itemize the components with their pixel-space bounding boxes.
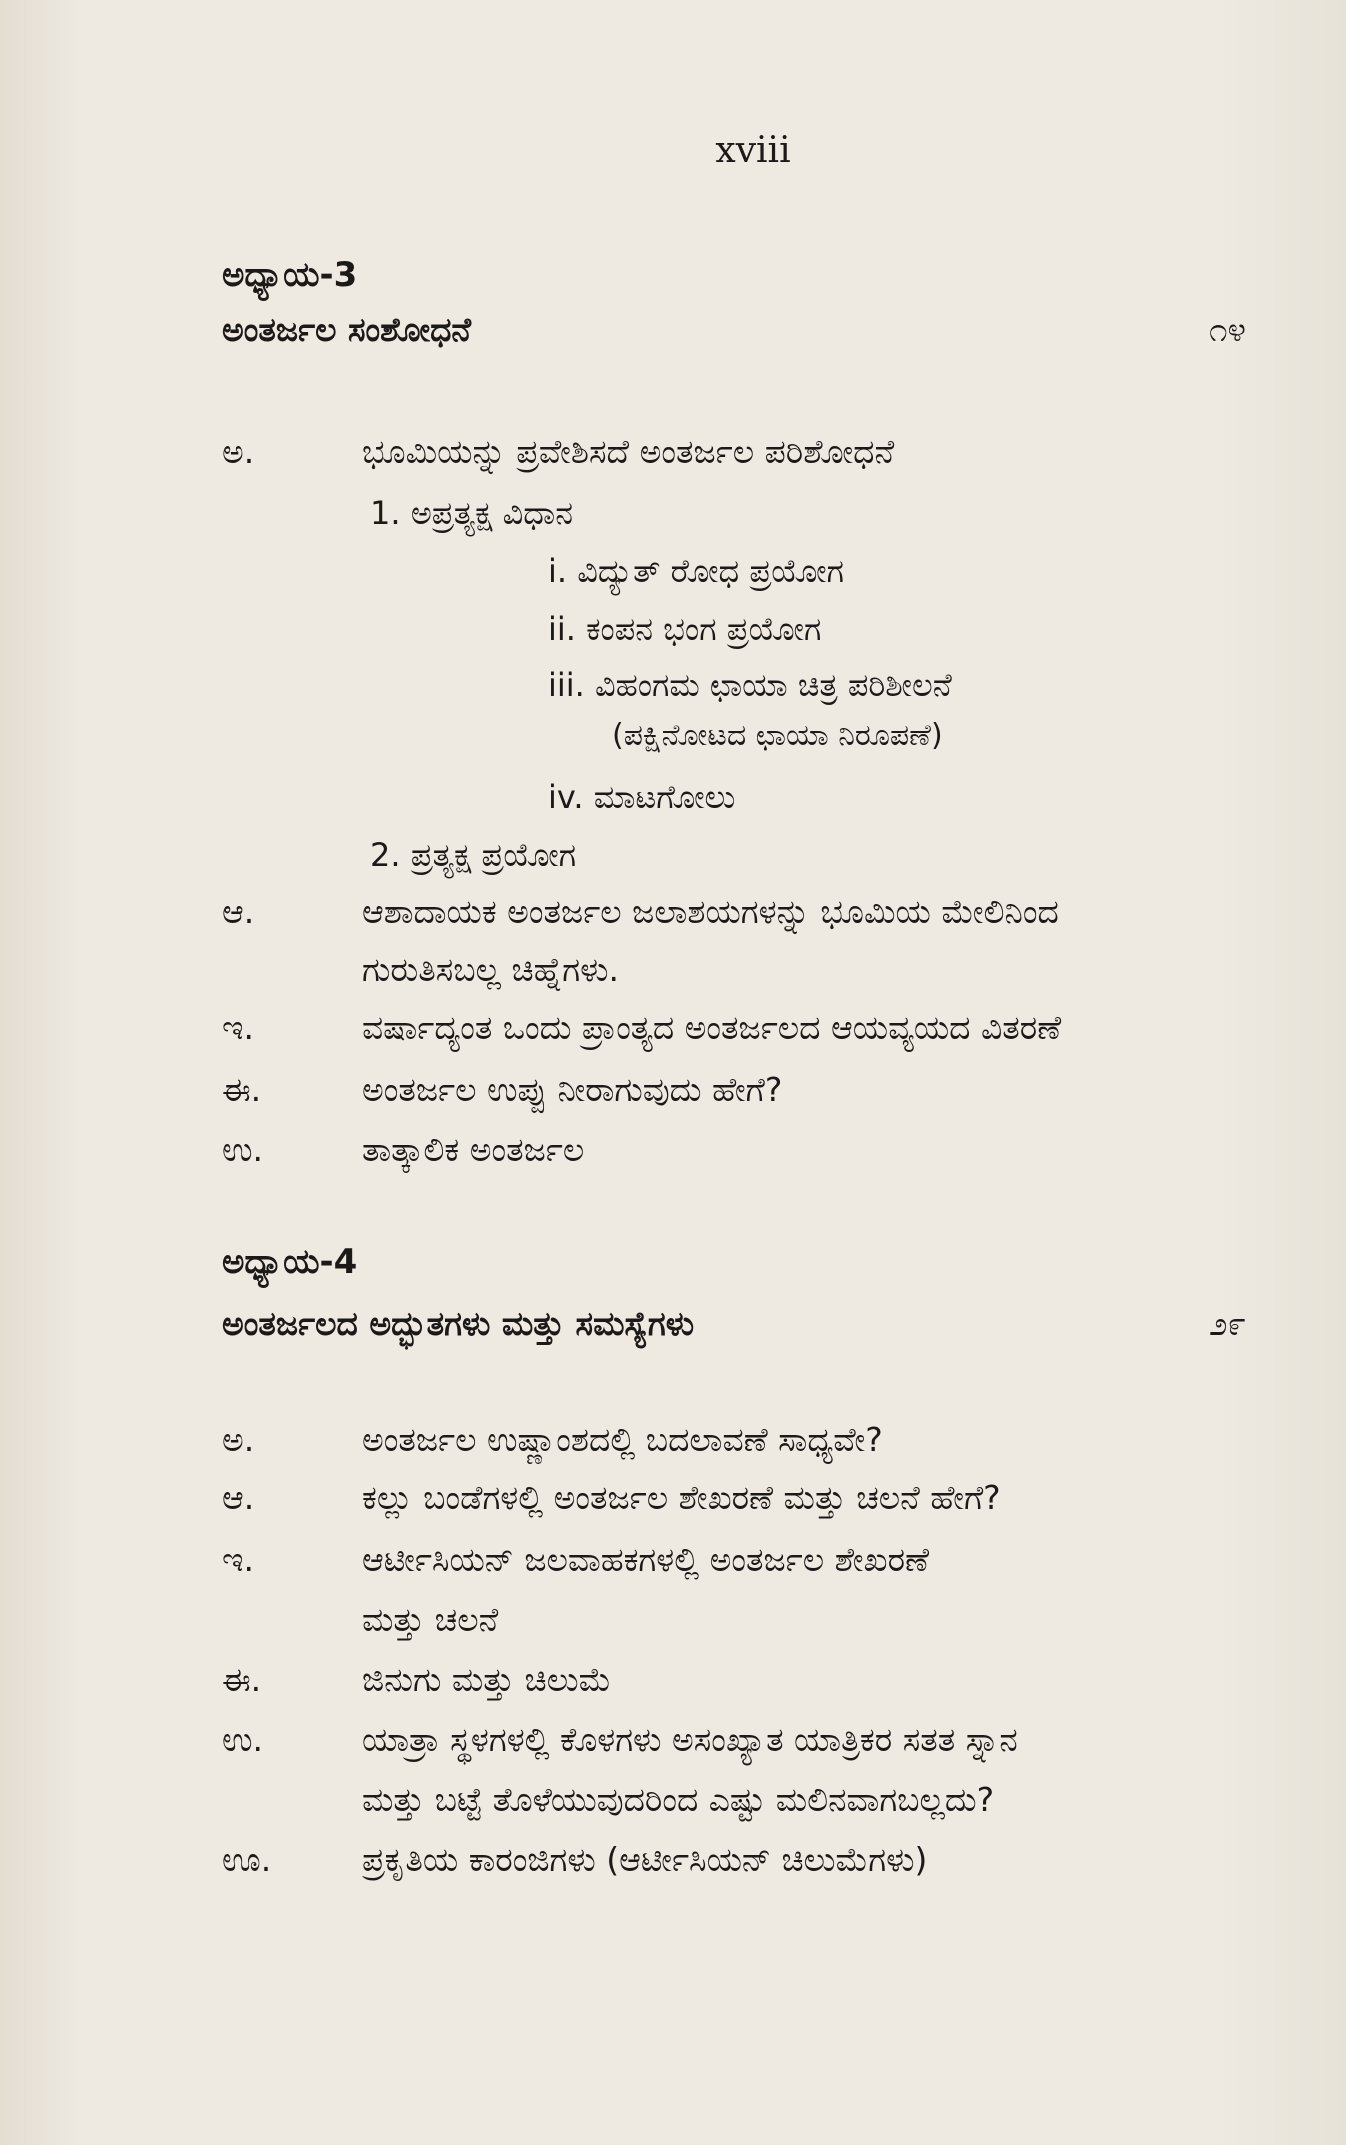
- sub-item: iv. ಮಾಟಗೋಲು: [548, 778, 736, 816]
- sub-item-note: (ಪಕ್ಷಿನೋಟದ ಛಾಯಾ ನಿರೂಪಣೆ): [612, 718, 943, 753]
- section-text: ಅಂತರ್ಜಲ ಉಷ್ಣಾಂಶದಲ್ಲಿ ಬದಲಾವಣೆ ಸಾಧ್ಯವೇ?: [362, 1420, 883, 1459]
- chapter-3-title: ಅಂತರ್ಜಲ ಸಂಶೋಧನೆ: [222, 310, 472, 349]
- chapter-4-label: ಅಧ್ಯಾಯ-4: [222, 1242, 358, 1282]
- section-text: ಗುರುತಿಸಬಲ್ಲ ಚಿಹ್ನೆಗಳು.: [362, 950, 620, 989]
- section-marker: ಊ.: [222, 1840, 272, 1879]
- section-marker: ಉ.: [222, 1130, 264, 1169]
- section-text: ಪ್ರಕೃತಿಯ ಕಾರಂಜಿಗಳು (ಆರ್ಟೀಸಿಯನ್ ಚಿಲುಮೆಗಳು): [362, 1840, 928, 1879]
- section-text: ಅಂತರ್ಜಲ ಉಪ್ಪು ನೀರಾಗುವುದು ಹೇಗೆ?: [362, 1070, 783, 1109]
- section-text: ಮತ್ತು ಚಲನೆ: [362, 1600, 499, 1639]
- section-marker: ಆ.: [222, 892, 255, 931]
- section-text: ಆರ್ಟೀಸಿಯನ್ ಜಲವಾಹಕಗಳಲ್ಲಿ ಅಂತರ್ಜಲ ಶೇಖರಣೆ: [362, 1540, 930, 1579]
- page-number: xviii: [715, 130, 791, 171]
- section-marker: ಆ.: [222, 1478, 255, 1517]
- section-marker: ಈ.: [222, 1660, 262, 1699]
- section-marker: ಈ.: [222, 1070, 262, 1109]
- sub-item: iii. ವಿಹಂಗಮ ಛಾಯಾ ಚಿತ್ರ ಪರಿಶೀಲನೆ: [548, 666, 952, 704]
- section-text: ತಾತ್ಕಾಲಿಕ ಅಂತರ್ಜಲ: [362, 1130, 585, 1169]
- section-marker: ಇ.: [222, 1540, 254, 1579]
- section-text: ಮತ್ತು ಬಟ್ಟೆ ತೊಳೆಯುವುದರಿಂದ ಎಷ್ಟು ಮಲಿನವಾಗಬಲ್ಲದು?: [362, 1780, 995, 1819]
- chapter-3-page: ೧೪: [1209, 310, 1246, 349]
- section-text: ಭೂಮಿಯನ್ನು ಪ್ರವೇಶಿಸದೆ ಅಂತರ್ಜಲ ಪರಿಶೋಧನೆ: [362, 432, 895, 471]
- section-text: ಆಶಾದಾಯಕ ಅಂತರ್ಜಲ ಜಲಾಶಯಗಳನ್ನು ಭೂಮಿಯ ಮೇಲಿನಿಂದ: [362, 892, 1059, 931]
- section-marker: ಅ.: [222, 432, 255, 471]
- section-text: ವರ್ಷಾದ್ಯಂತ ಒಂದು ಪ್ರಾಂತ್ಯದ ಅಂತರ್ಜಲದ ಆಯವ್ಯಯದ ವಿತರಣೆ: [362, 1008, 1062, 1047]
- subsection-label: 2. ಪ್ರತ್ಯಕ್ಷ ಪ್ರಯೋಗ: [370, 836, 577, 874]
- section-marker: ಇ.: [222, 1008, 254, 1047]
- section-text: ಯಾತ್ರಾ ಸ್ಥಳಗಳಲ್ಲಿ ಕೊಳಗಳು ಅಸಂಖ್ಯಾತ ಯಾತ್ರಿಕರ ಸತತ ಸ್ನಾನ: [362, 1720, 1018, 1759]
- section-marker: ಉ.: [222, 1720, 264, 1759]
- section-text: ಕಲ್ಲು ಬಂಡೆಗಳಲ್ಲಿ ಅಂತರ್ಜಲ ಶೇಖರಣೆ ಮತ್ತು ಚಲನೆ ಹೇಗೆ?: [362, 1478, 1001, 1517]
- chapter-4-page: ೨೯: [1209, 1304, 1246, 1343]
- chapter-4-title: ಅಂತರ್ಜಲದ ಅದ್ಭುತಗಳು ಮತ್ತು ಸಮಸ್ಯೆಗಳು: [222, 1304, 695, 1343]
- chapter-3-label: ಅಧ್ಯಾಯ-3: [222, 255, 358, 295]
- sub-item: i. ವಿದ್ಯುತ್ ರೋಧ ಪ್ರಯೋಗ: [548, 552, 844, 590]
- subsection-label: 1. ಅಪ್ರತ್ಯಕ್ಷ ವಿಧಾನ: [370, 494, 574, 532]
- sub-item: ii. ಕಂಪನ ಭಂಗ ಪ್ರಯೋಗ: [548, 610, 822, 648]
- section-marker: ಅ.: [222, 1420, 255, 1459]
- section-text: ಜಿನುಗು ಮತ್ತು ಚಿಲುಮೆ: [362, 1660, 612, 1699]
